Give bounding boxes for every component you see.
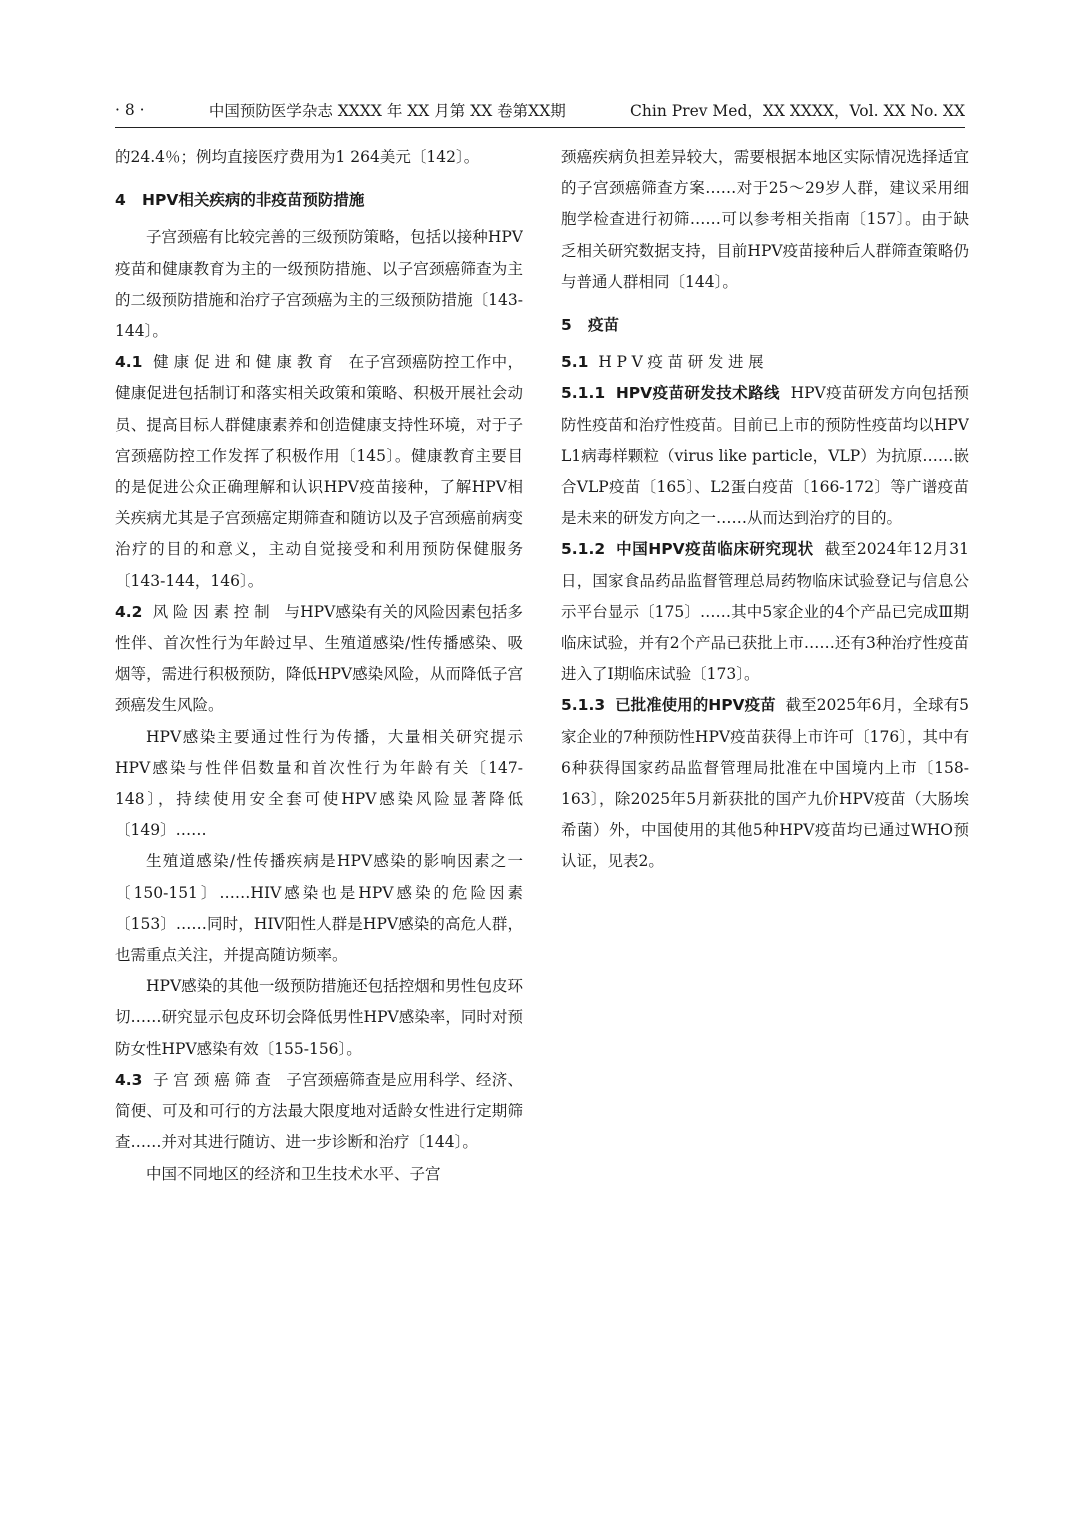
subsection-title: 子宫颈癌筛查 bbox=[152, 1070, 276, 1089]
running-header bbox=[115, 97, 965, 123]
subsection-text: 截至2024年12月31日，国家食品药品监督管理总局药物临床试验登记与信息公示平台显示〔175〕……其中5家企业的4个产品已完成Ⅲ期临床试验，并有2个产品已获批上市……还有3种治疗性疫苗进入了Ⅰ期临床试验〔173〕。 bbox=[561, 540, 969, 684]
subsection-text: 子宫颈癌筛查是应用科学、经济、简便、可及和可行的方法最大限度地对适龄女性进行定期筛查……并对其进行随访、进一步诊断和治疗〔144〕。 bbox=[115, 1070, 523, 1152]
section-5-heading bbox=[561, 310, 969, 341]
subsection-title: 健康促进和健康教育 bbox=[153, 353, 338, 372]
subsection-number: 5.1.1 bbox=[561, 384, 606, 403]
subsection-number: 5.1.2 bbox=[561, 540, 606, 559]
subsection-4-2 bbox=[115, 597, 523, 722]
section-title: HPV相关疾病的非疫苗预防措施 bbox=[142, 191, 365, 210]
journal-info-english: Chin Prev Med，XX XXXX，Vol. XX No. XX bbox=[630, 102, 965, 120]
subsection-5-1-3 bbox=[561, 690, 969, 877]
page-number: · 8 · bbox=[115, 101, 145, 119]
subsection-5-1 bbox=[561, 347, 969, 378]
subsection-number: 4.3 bbox=[115, 1070, 143, 1089]
paragraph: 的24.4％；例均直接医疗费用为1 264美元〔142〕。 bbox=[115, 148, 480, 166]
paragraph: HPV感染的其他一级预防措施还包括控烟和男性包皮环切……研究显示包皮环切会降低男性HPV感染率，同时对预防女性HPV感染有效〔155-156〕。 bbox=[115, 977, 523, 1058]
subsection-text: 在子宫颈癌防控工作中，健康促进包括制订和落实相关政策和策略、积极开展社会动员、提高目标人群健康素养和创造健康支持性环境，对于子宫颈癌防控工作发挥了积极作用〔145〕。健康教育主要目的是促进公众正确理解和认识HPV疫苗接种，了解HPV相关疾病尤其是子宫颈癌定期筛查和随访以及子宫颈癌前病变治疗的目的和意义，主动自觉接受和利用预防保健服务〔143-144，146〕。 bbox=[115, 353, 523, 590]
subsection-title: 风险因素控制 bbox=[152, 602, 275, 621]
section-number: 4 bbox=[115, 191, 126, 210]
subsection-text: 与HPV感染有关的风险因素包括多性伴、首次性行为年龄过早、生殖道感染/性传播感染、吸烟等，需进行积极预防，降低HPV感染风险，从而降低子宫颈癌发生风险。 bbox=[115, 602, 523, 715]
subsection-4-3 bbox=[115, 1065, 523, 1159]
subsection-title: HPV疫苗研发技术路线 bbox=[615, 384, 780, 403]
left-column bbox=[115, 142, 523, 1400]
subsection-text: 截至2025年6月，全球有5家企业的7种预防性HPV疫苗获得上市许可〔176〕，其中有6种获得国家药品监督管理局批准在中国境内上市〔158-163〕，除2025年5月新获批的国产九价HPV疫苗（大肠埃希菌）外，中国使用的其他5种HPV疫苗均已通过WHO预认证，见表2。 bbox=[561, 696, 969, 871]
subsection-number: 5.1 bbox=[561, 353, 589, 372]
paragraph: 生殖道感染/性传播疾病是HPV感染的影响因素之一〔150-151〕……HIV感染也是HPV感染的危险因素〔153〕……同时，HIV阳性人群是HPV感染的高危人群，也需重点关注，并提高随访频率。 bbox=[115, 852, 523, 965]
section-title: 疫苗 bbox=[588, 316, 620, 335]
right-column bbox=[561, 142, 969, 1400]
paragraph: HPV感染主要通过性行为传播，大量相关研究提示HPV感染与性伴侣数量和首次性行为年龄有关〔147-148〕，持续使用安全套可使HPV感染风险显著降低〔149〕…… bbox=[115, 727, 523, 840]
subsection-number: 4.2 bbox=[115, 602, 143, 621]
subsection-4-1 bbox=[115, 347, 523, 597]
subsection-5-1-2 bbox=[561, 534, 969, 690]
journal-info-chinese: 中国预防医学杂志 XXXX 年 XX 月第 XX 卷第XX期 bbox=[208, 102, 566, 120]
subsection-title: 已批准使用的HPV疫苗 bbox=[615, 696, 776, 715]
header-rule bbox=[115, 127, 965, 128]
subsection-title: HPV疫苗研发进展 bbox=[598, 353, 769, 372]
section-4-heading bbox=[115, 185, 523, 216]
section-number: 5 bbox=[561, 316, 572, 335]
paragraph: 子宫颈癌有比较完善的三级预防策略，包括以接种HPV疫苗和健康教育为主的一级预防措施、以子宫颈癌筛查为主的二级预防措施和治疗子宫颈癌为主的三级预防措施〔143-144〕。 bbox=[115, 228, 523, 341]
subsection-text: HPV疫苗研发方向包括预防性疫苗和治疗性疫苗。目前已上市的预防性疫苗均以HPV L1病毒样颗粒（virus like particle，VLP）为抗原……嵌合VLP疫苗〔165〕、L2蛋白疫苗〔166-172〕等广谱疫苗是未来的研发方向之一……从而达到治疗的目的。 bbox=[561, 384, 969, 528]
subsection-number: 4.1 bbox=[115, 353, 143, 372]
subsection-title: 中国HPV疫苗临床研究现状 bbox=[616, 540, 814, 559]
subsection-number: 5.1.3 bbox=[561, 696, 606, 715]
subsection-5-1-1 bbox=[561, 378, 969, 534]
paragraph: 颈癌疾病负担差异较大，需要根据本地区实际情况选择适宜的子宫颈癌筛查方案……对于25～29岁人群，建议采用细胞学检查进行初筛……可以参考相关指南〔157〕。由于缺乏相关研究数据支持，目前HPV疫苗接种后人群筛查策略仍与普通人群相同〔144〕。 bbox=[561, 148, 969, 291]
paragraph: 中国不同地区的经济和卫生技术水平、子宫 bbox=[146, 1164, 441, 1183]
